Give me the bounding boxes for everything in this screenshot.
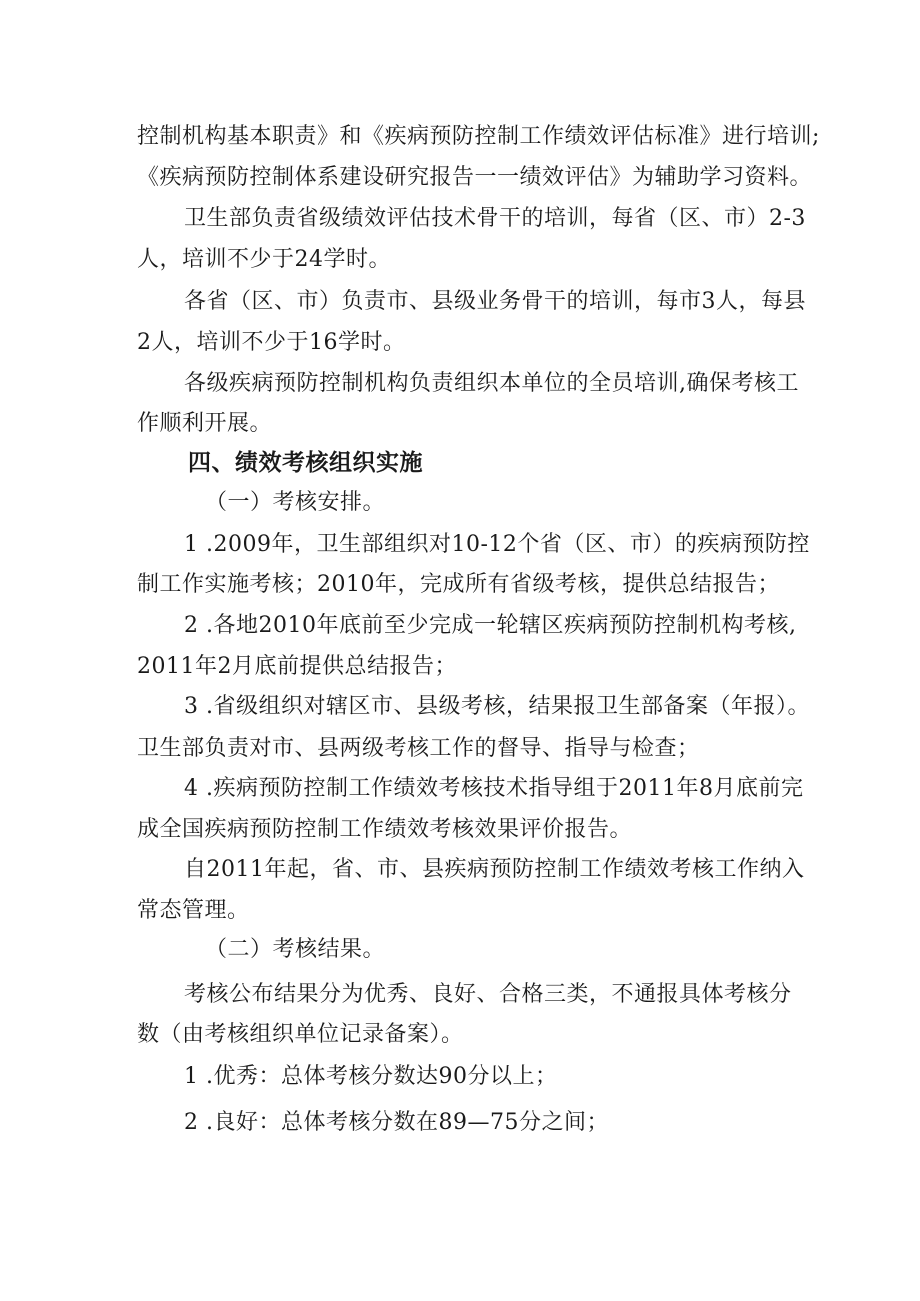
paragraph-line: 常态管理。 (137, 898, 250, 923)
list-item: 1 .优秀：总体考核分数达90分以上； (184, 1064, 558, 1089)
paragraph-line: 《疾病预防控制体系建设研究报告一一绩效评估》为辅助学习资料。 (137, 165, 813, 190)
paragraph-line: 控制机构基本职责》和《疾病预防控制工作绩效评估标准》进行培训; (137, 124, 820, 149)
subsection-heading: （一）考核安排。 (205, 490, 386, 515)
paragraph-line: 考核公布结果分为优秀、良好、合格三类，不通报具体考核分 (184, 982, 792, 1007)
paragraph-line: 卫生部负责省级绩效评估技术骨干的培训，每省（区、市）2-3 (184, 206, 806, 231)
list-item: 4 .疾病预防控制工作绩效考核技术指导组于2011年8月底前完 (184, 776, 804, 801)
paragraph-line: 自2011年起，省、市、县疾病预防控制工作绩效考核工作纳入 (184, 857, 805, 882)
list-item: 3 .省级组织对辖区市、县级考核，结果报卫生部备案（年报）。 (184, 694, 810, 719)
paragraph-line: 各级疾病预防控制机构负责组织本单位的全员培训,确保考核工 (184, 371, 799, 396)
paragraph-line: 作顺利开展。 (137, 411, 273, 436)
list-item: 1 .2009年，卫生部组织对10-12个省（区、市）的疾病预防控 (184, 532, 810, 557)
paragraph-line: 卫生部负责对市、县两级考核工作的督导、指导与检查； (137, 736, 700, 761)
subsection-heading: （二）考核结果。 (205, 937, 386, 962)
paragraph-line: 数（由考核组织单位记录备案）。 (137, 1022, 464, 1047)
paragraph-line: 2人，培训不少于16学时。 (137, 330, 406, 355)
paragraph-line: 各省（区、市）负责市、县级业务骨干的培训，每市3人，每县 (184, 289, 806, 314)
list-item: 2 .良好：总体考核分数在89—75分之间； (184, 1110, 609, 1135)
list-item: 2 .各地2010年底前至少完成一轮辖区疾病预防控制机构考核, (184, 613, 797, 638)
section-heading: 四、绩效考核组织实施 (188, 450, 423, 476)
paragraph-line: 人，培训不少于24学时。 (137, 247, 391, 272)
paragraph-line: 2011年2月底前提供总结报告； (137, 654, 457, 679)
paragraph-line: 制工作实施考核；2010年，完成所有省级考核，提供总结报告； (137, 572, 780, 597)
paragraph-line: 成全国疾病预防控制工作绩效考核效果评价报告。 (137, 817, 633, 842)
